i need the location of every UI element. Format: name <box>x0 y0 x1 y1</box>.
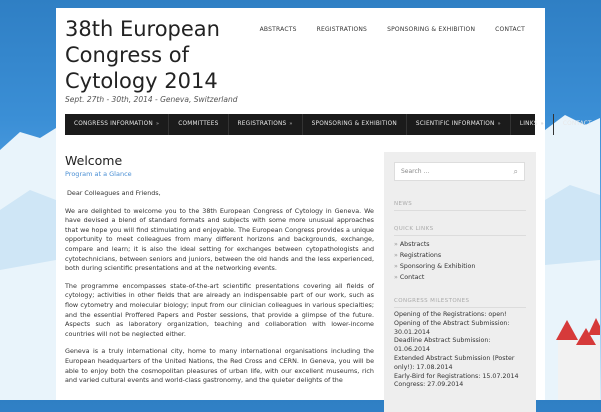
paragraph: Geneva is a truly international city, home to many international organisations including the European headquarters of the United Nations, the Red Cross and CERN. In Geneva, you will be able to enjoy both the cosmopolitan pleasures of urban life, with our excellent museums, rich and varied cultural events and world-class gastronomy, and the quieter delights of the <box>65 347 374 385</box>
milestone-line: Early-Bird for Registrations: 15.07.2014 <box>394 372 519 380</box>
sidebar <box>384 152 536 412</box>
divider <box>394 307 526 308</box>
quick-link-abstracts[interactable]: » Abstracts <box>394 239 526 250</box>
quick-link-sponsoring[interactable]: » Sponsoring & Exhibition <box>394 261 526 272</box>
main-nav-links[interactable] <box>511 114 554 135</box>
main-nav-registrations[interactable] <box>229 114 303 135</box>
main-nav-scientific-information[interactable] <box>407 114 511 135</box>
main-nav-label: SCIENTIFIC INFORMATION <box>415 121 495 127</box>
main-nav-label: LINKS <box>519 121 538 127</box>
milestone-line: Deadline Abstract Submission: <box>394 337 491 345</box>
main-nav-label: SPONSORING & EXHIBITION <box>311 121 397 127</box>
search-placeholder: Search ... <box>401 168 430 175</box>
greeting: Dear Colleagues and Friends, <box>67 189 161 197</box>
main-nav-congress-information[interactable] <box>65 114 169 135</box>
top-nav-sponsoring[interactable]: SPONSORING & EXHIBITION <box>387 26 476 33</box>
main-nav-contact[interactable] <box>554 114 601 135</box>
quick-link-registrations[interactable]: » Registrations <box>394 250 526 261</box>
main-nav-label: CONTACT <box>562 121 592 127</box>
milestone-line: Extended Abstract Submission (Poster <box>394 354 515 362</box>
top-nav-registrations[interactable]: REGISTRATIONS <box>316 26 368 33</box>
quick-link-contact[interactable]: » Contact <box>394 272 526 283</box>
chevron-right-icon: » <box>497 121 501 127</box>
top-nav-abstracts[interactable]: ABSTRACTS <box>259 26 297 33</box>
milestone-line: only!): 17.08.2014 <box>394 363 453 371</box>
news-title: NEWS <box>394 201 413 207</box>
site-tagline: Sept. 27th - 30th, 2014 - Geneva, Switzerland <box>65 95 238 104</box>
main-content <box>65 154 374 386</box>
paragraph: The programme encompasses state-of-the-art scientific presentations covering all fields of cytology; activities in other fields that are already an indispensable part of our work, such as flow cytometry and molecular biology; input from our clinician colleagues in various specialties; and the essential Proffered Papers and Poster sessions, that provide a glimpse of the future. Aspects such as laboratory organization, teaching and collaboration with lower-income countries will not be neglected either. <box>65 281 374 338</box>
main-nav-committees[interactable] <box>169 114 228 135</box>
top-nav-contact[interactable]: CONTACT <box>495 26 525 33</box>
main-nav <box>65 114 592 135</box>
main-nav-sponsoring[interactable] <box>303 114 407 135</box>
milestone-line: 01.06.2014 <box>394 346 431 354</box>
milestone-line: Opening of the Abstract Submission: <box>394 319 510 327</box>
paragraph: We are delighted to welcome you to the 38th European Congress of Cytology in Geneva. We have devised a blend of standard formats and subjects with some more unusual approaches that we hope you will find stimulating and enjoyable. The European Congress provides a unique opportunity to meet colleagues from many different horizons and backgrounds, exchange, compare and learn; it is also the ideal setting for exchanges between cytopathologists and cytotechnicians, between seniors and juniors, between the old hands and the less experienced, both during scientific presentations and at the networking events. <box>65 206 374 273</box>
chevron-right-icon: » <box>155 121 160 127</box>
milestone-line: 30.01.2014 <box>394 328 431 336</box>
search-input[interactable] <box>394 162 525 181</box>
main-nav-label: CONGRESS INFORMATION <box>74 121 153 127</box>
milestone-line: Congress: 27.09.2014 <box>394 381 464 389</box>
search-icon[interactable]: ⌕ <box>513 167 518 176</box>
page-title: Welcome <box>65 153 123 168</box>
milestones-list <box>394 311 526 390</box>
milestones-title: CONGRESS MILESTONES <box>394 298 470 304</box>
program-link[interactable]: Program at a Glance <box>65 170 132 178</box>
divider <box>394 235 526 236</box>
quick-links-title: QUICK LINKS <box>394 226 434 232</box>
milestone-line: Opening of the Registrations: open! <box>394 311 507 318</box>
chevron-right-icon: » <box>289 121 293 127</box>
main-nav-label: COMMITTEES <box>178 121 219 127</box>
quick-links-list <box>394 239 526 283</box>
divider <box>394 210 526 211</box>
page-container <box>56 8 592 400</box>
top-nav <box>250 26 535 33</box>
site-title[interactable]: 38th European Congress of Cytology 2014 <box>65 17 220 93</box>
chevron-right-icon: » <box>540 121 544 127</box>
main-nav-label: REGISTRATIONS <box>237 121 287 127</box>
